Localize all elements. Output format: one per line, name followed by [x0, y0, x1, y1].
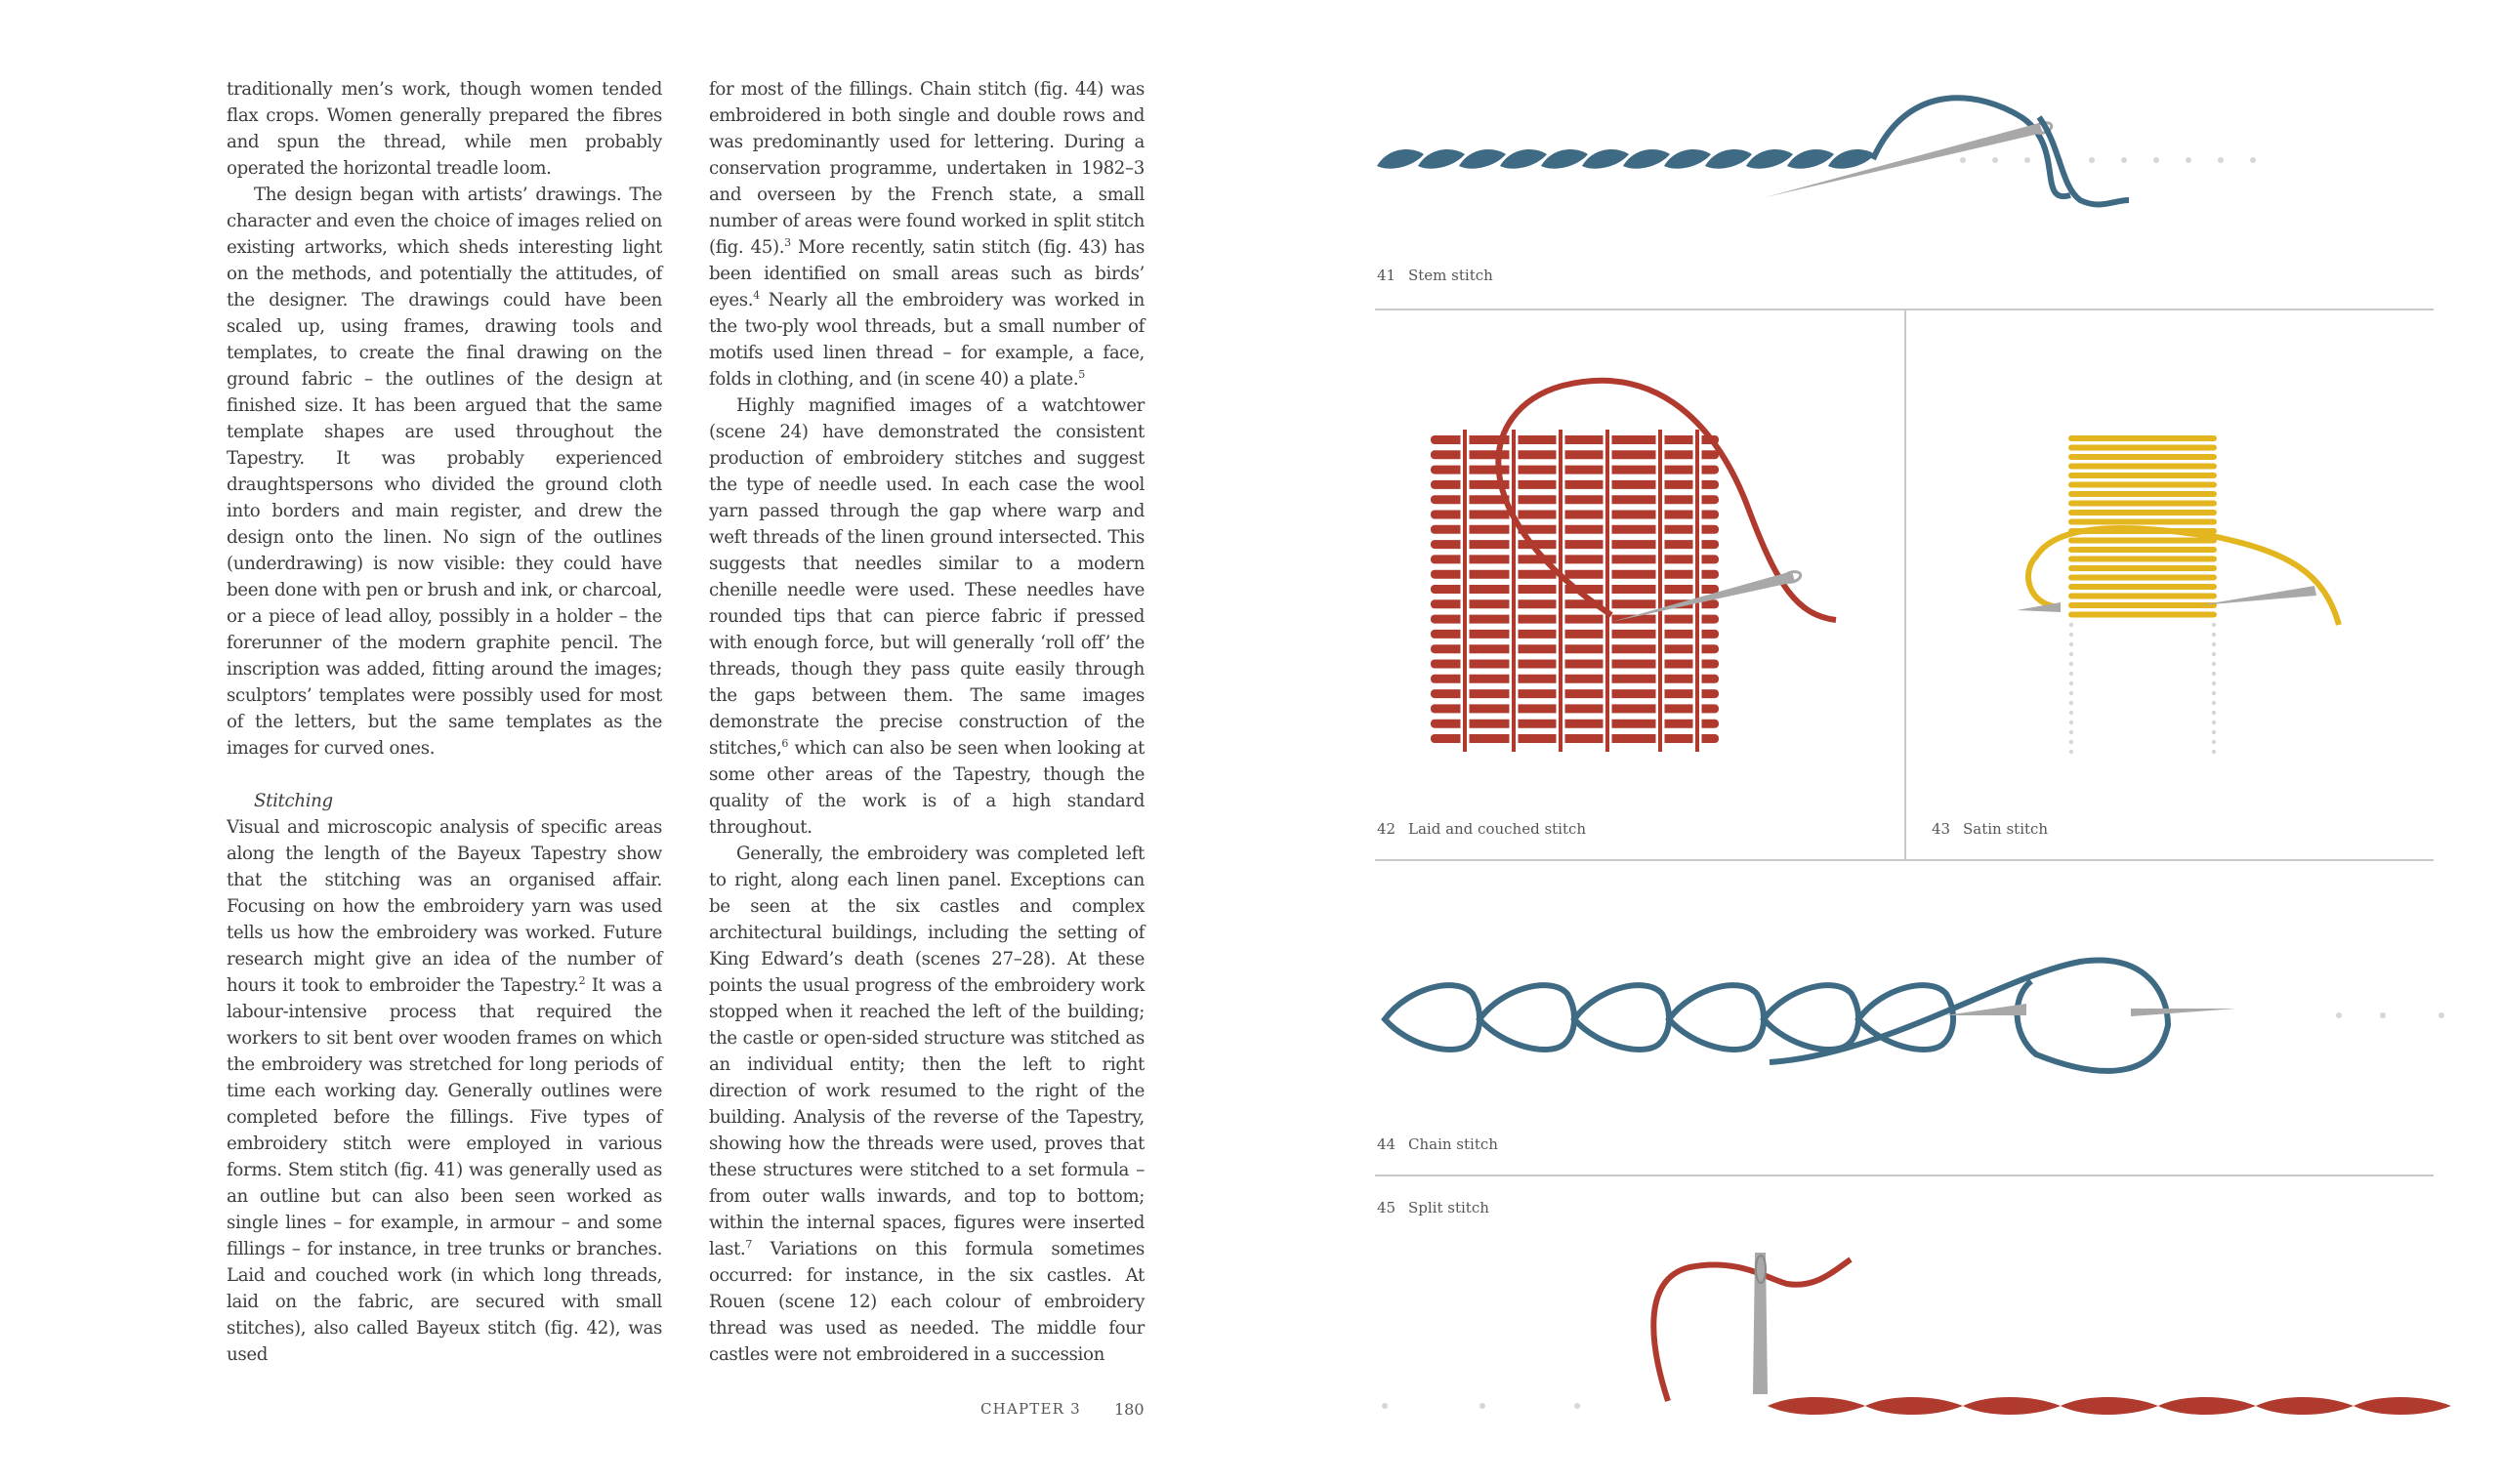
guide-dot	[2212, 711, 2216, 715]
guide-dot	[1574, 1403, 1580, 1409]
satin-thread	[2068, 575, 2217, 581]
guide-dot	[2069, 672, 2073, 676]
laid-thread	[1431, 720, 1719, 728]
caption-fig-44: 44 Chain stitch	[1377, 1135, 1498, 1153]
guide-dot	[2069, 642, 2073, 646]
stem-segment	[1746, 149, 1793, 169]
guide-dot	[2069, 701, 2073, 705]
laid-thread	[1431, 466, 1719, 474]
stem-segment	[1664, 149, 1711, 169]
stitch-guide-dots	[1382, 1403, 1580, 1409]
guide-dot	[2069, 681, 2073, 685]
satin-thread	[2068, 435, 2217, 441]
guide-dot	[2212, 662, 2216, 666]
laid-thread	[1431, 480, 1719, 489]
guide-dot	[2186, 157, 2191, 163]
split-segment	[1865, 1397, 1963, 1415]
guide-dot	[2212, 623, 2216, 627]
guide-dot	[2069, 691, 2073, 695]
guide-dot	[2069, 623, 2073, 627]
laid-thread	[1431, 555, 1719, 563]
stitch-guide-dots	[2336, 1012, 2444, 1018]
chain-loop	[1764, 985, 1858, 1050]
guide-dot	[2069, 662, 2073, 666]
laid-thread	[1431, 495, 1719, 504]
footer-page-number: 180	[1114, 1400, 1145, 1419]
fig-43-satin-stitch	[2017, 435, 2339, 754]
guide-dot	[2212, 652, 2216, 656]
figure-divider-vertical	[1904, 310, 1906, 861]
paragraph: for most of the fillings. Chain stitch (fig. 44) was embroidered in both single and double rows and was predominantly used for lettering. During a conservation programme, undertaken in 1982–3 and overseen by the French state, a small number of areas were found worked in split stitch (fig. 45).$^3$ More recently, satin stitch (fig. 43) has been identified on small areas such as birds’ eyes.$^4$ Nearly all the embroidery was worked in the two-ply wool threads, but a small number of motifs used linen thread – for example, a face, folds in clothing, and (in scene 40) a plate.$^5$	[709, 79, 1145, 390]
needle-tip	[2017, 602, 2061, 612]
footnote-ref[interactable]: 7	[745, 1237, 752, 1251]
chain-loop	[1385, 985, 1479, 1050]
stem-segment	[1377, 149, 1424, 169]
guide-dot	[2438, 1012, 2444, 1018]
stem-stitch-twist	[1377, 149, 1875, 169]
paragraph: Generally, the embroidery was completed left to right, along each linen panel. Exceptions can be seen at the six castles and complex architectural buildings, including the setting of King Edward’s death (scenes 27–28). At these points the usual progress of the embroidery work stopped when it reached the left of the building; the castle or open-sided structure was stitched as an individual entity; then the left to right direction of work resumed to the right of the building. Analysis of the reverse of the Tapestry, showing how the threads were used, proves that these structures were stitched to a set formula – from outer walls inwards, and top to bottom; within the internal spaces, figures were inserted last.$^7$ Variations on this formula sometimes occurred: for instance, in the six castles. At Rouen (scene 12) each colour of embroidery thread was used as needed. The middle four castles were not embroidered in a succession	[709, 844, 1145, 1365]
guide-dot	[2380, 1012, 2386, 1018]
satin-thread	[2068, 556, 2217, 562]
satin-thread	[2068, 602, 2217, 608]
chain-loop	[1574, 985, 1669, 1050]
split-segment	[2061, 1397, 2158, 1415]
figure-divider	[1375, 859, 2434, 861]
guide-dot	[2212, 633, 2216, 637]
satin-thread	[2068, 547, 2217, 553]
guide-dot	[2069, 730, 2073, 734]
needle-icon	[2131, 1009, 2236, 1016]
fig-44-chain-stitch	[1385, 961, 2444, 1071]
chain-loop	[1669, 985, 1764, 1050]
satin-thread	[2068, 454, 2217, 460]
stem-segment	[1582, 149, 1629, 169]
guide-dot	[1479, 1403, 1485, 1409]
caption-fig-43: 43 Satin stitch	[1932, 820, 2049, 838]
laid-thread	[1431, 435, 1719, 444]
split-segment	[2158, 1397, 2256, 1415]
footnote-ref[interactable]: 2	[578, 973, 586, 987]
chain-loop	[1479, 985, 1574, 1050]
laid-thread	[1431, 511, 1719, 519]
guide-dot	[2089, 157, 2095, 163]
stitch-guide-dots	[2069, 623, 2216, 754]
fig-42-laid-couched-stitch	[1431, 381, 1836, 752]
figure-divider	[1375, 1175, 2434, 1176]
split-segment	[1768, 1397, 1865, 1415]
laid-thread	[1431, 734, 1719, 743]
stem-segment	[1623, 149, 1670, 169]
satin-thread	[2068, 584, 2217, 590]
stem-segment	[1705, 149, 1752, 169]
stem-segment	[1787, 149, 1834, 169]
laid-thread	[1431, 570, 1719, 579]
footer-chapter: CHAPTER 3	[980, 1400, 1081, 1418]
stem-segment	[1541, 149, 1588, 169]
guide-dot	[2121, 157, 2127, 163]
laid-thread	[1431, 630, 1719, 639]
split-stitch-segments	[1768, 1397, 2451, 1415]
guide-dot	[2069, 652, 2073, 656]
satin-thread	[2068, 482, 2217, 488]
stem-segment	[1500, 149, 1547, 169]
laid-thread	[1431, 615, 1719, 624]
satin-thread	[2068, 565, 2217, 571]
guide-dot	[2069, 721, 2073, 724]
guide-dot	[1382, 1403, 1388, 1409]
guide-dot	[2212, 642, 2216, 646]
guide-dot	[2069, 633, 2073, 637]
split-segment	[1963, 1397, 2061, 1415]
satin-thread	[2068, 594, 2217, 599]
needle-icon	[2199, 586, 2316, 605]
satin-thread	[2068, 445, 2217, 451]
chain-thread-loop	[1770, 961, 2168, 1071]
guide-dot	[2069, 711, 2073, 715]
needle-icon	[1611, 571, 1795, 622]
laid-thread	[1431, 540, 1719, 549]
paragraph: The design began with artists’ drawings. The character and even the choice of images relied on existing artworks, which sheds interesting light on the methods, and potentially the attitudes, of the designer. The drawings could have been scaled up, using frames, drawing tools and templates, to create the final drawing on the ground fabric – the outlines of the design at finished size. It has been argued that the same template shapes are used throughout the Tapestry. It was probably experienced draughtspersons who divided the ground cloth into borders and main register, and drew the design onto the linen. No sign of the outlines (underdrawing) is now visible: they could have been done with pen or brush and ink, or charcoal, or a piece of lead alloy, possibly in a holder – the forerunner of the modern graphite pencil. The inscription was added, fitting around the images; sculptors’ templates were possibly used for most of the letters, but the same templates as the images for curved ones.	[227, 185, 662, 759]
stem-segment	[1459, 149, 1506, 169]
satin-thread	[2068, 501, 2217, 507]
guide-dot	[2218, 157, 2224, 163]
satin-thread	[2068, 473, 2217, 478]
caption-fig-45: 45 Split stitch	[1377, 1199, 1489, 1216]
guide-dot	[2212, 750, 2216, 754]
footnote-ref[interactable]: 6	[781, 736, 789, 750]
laid-thread	[1431, 689, 1719, 698]
stem-segment	[1418, 149, 1465, 169]
guide-dot	[2153, 157, 2159, 163]
laid-thread	[1431, 525, 1719, 534]
paragraph: Highly magnified images of a watchtower (scene 24) have demonstrated the consistent production of embroidery stitches and suggest the type of needle used. In each case the wool yarn passed through the gap where warp and weft threads of the linen ground intersected. This suggests that needles similar to a modern chenille needle were used. These needles have rounded tips that can pierce fabric if pressed with enough force, but will generally ‘roll off’ the threads, though they pass quite easily through the gaps between them. The same images demonstrate the precise construction of the stitches,$^6$ which can also be seen when looking at some other areas of the Tapestry, though the quality of the work is of a high standard throughout.	[709, 395, 1145, 838]
caption-fig-42: 42 Laid and couched stitch	[1377, 820, 1587, 838]
fig-41-stem-stitch	[1377, 98, 2256, 204]
satin-thread	[2068, 491, 2217, 497]
caption-fig-41: 41 Stem stitch	[1377, 267, 1493, 284]
paragraph: traditionally men’s work, though women tended flax crops. Women generally prepared the fibres and spun the thread, while men probably operated the horizontal treadle loom.	[227, 79, 662, 179]
guide-dot	[2336, 1012, 2342, 1018]
stem-segment	[1828, 149, 1875, 169]
guide-dot	[1960, 157, 1966, 163]
footnote-ref[interactable]: 5	[1078, 367, 1085, 381]
footnote-ref[interactable]: 4	[753, 288, 760, 302]
paragraph: Visual and microscopic analysis of specific areas along the length of the Bayeux Tapestry show that the stitching was an organised affair. Focusing on how the embroidery yarn was used tells us how the embroidery was worked. Future research might give an idea of the number of hours it took to embroider the Tapestry.$^2$ It was a labour-intensive process that required the workers to sit bent over wooden frames on which the embroidery was stretched for long periods of time each working day. Generally outlines were completed before the fillings. Five types of embroidery stitch were employed in various forms. Stem stitch (fig. 41) was generally used as an outline but can also been seen worked as single lines – for example, in armour – and some fillings – for instance, in tree trunks or branches. Laid and couched work (in which long threads, laid on the fabric, are secured with small stitches), also called Bayeux stitch (fig. 42), was used	[227, 817, 662, 1365]
guide-dot	[2024, 157, 2030, 163]
satin-thread	[2068, 538, 2217, 544]
split-segment	[2256, 1397, 2354, 1415]
guide-dot	[2212, 681, 2216, 685]
guide-dot	[2069, 750, 2073, 754]
split-thread-loop	[1653, 1259, 1851, 1401]
guide-dot	[2212, 691, 2216, 695]
satin-thread	[2068, 612, 2217, 618]
footnote-ref[interactable]: 3	[784, 235, 791, 249]
laid-thread	[1431, 450, 1719, 459]
guide-dot	[2250, 157, 2256, 163]
guide-dot	[2212, 721, 2216, 724]
guide-dot	[2212, 730, 2216, 734]
guide-dot	[2212, 672, 2216, 676]
laid-thread	[1431, 704, 1719, 713]
laid-thread	[1431, 675, 1719, 683]
laid-thread	[1431, 644, 1719, 653]
subheading-stitching: Stitching	[254, 791, 333, 811]
fig-45-split-stitch	[1382, 1253, 2451, 1415]
split-segment	[2354, 1397, 2451, 1415]
guide-dot	[2212, 701, 2216, 705]
laid-thread	[1431, 660, 1719, 669]
stitch-guide-dots	[1960, 157, 2256, 163]
satin-thread	[2068, 464, 2217, 470]
guide-dot	[2212, 740, 2216, 744]
guide-dot	[2069, 740, 2073, 744]
satin-thread	[2068, 510, 2217, 515]
guide-dot	[1992, 157, 1998, 163]
satin-thread	[2068, 519, 2217, 525]
